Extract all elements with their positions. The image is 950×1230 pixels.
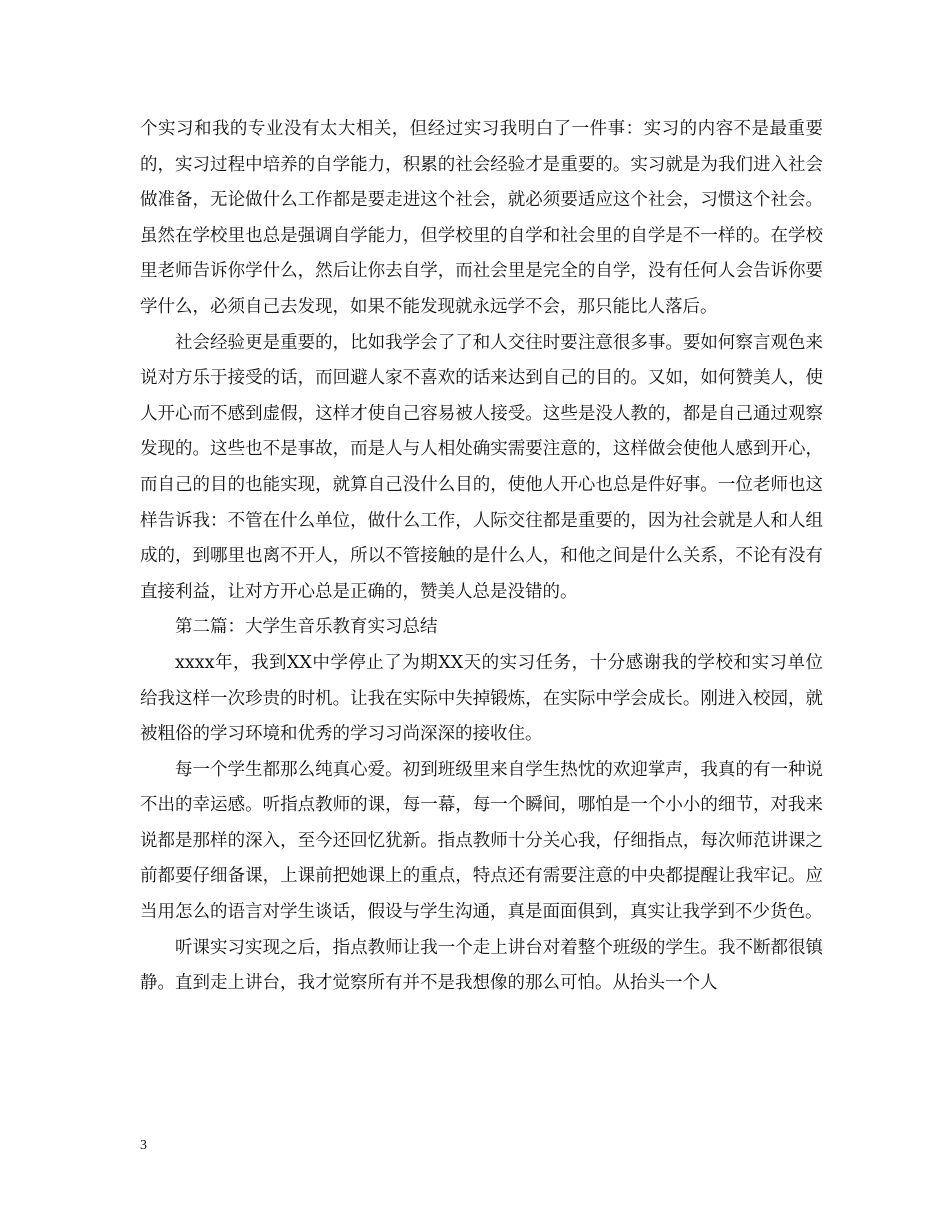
document-body	[140, 112, 823, 1002]
paragraph-5: 听课实习实现之后，指点教师让我一个走上讲台对着整个班级的学生。我不断都很镇静。直到走上讲台，我才觉察所有并不是我想像的那么可怕。从抬头一个人	[140, 937, 823, 994]
paragraph-1: 个实习和我的专业没有太大相关，但经过实习我明白了一件事：实习的内容不是最重要的，实习过程中培养的自学能力，积累的社会经验才是重要的。实习就是为我们进入社会做准备，无论做什么工作都是要走进这个社会，就必须要适应这个社会，习惯这个社会。虽然在学校里也总是强调自学能力，但学校里的自学和社会里的自学是不一样的。在学校里老师告诉你学什么，然后让你去自学，而社会里是完全的自学，没有任何人会告诉你要学什么，必须自己去发现，如果不能发现就永远学不会，那只能比人落后。	[140, 119, 823, 317]
paragraph-4: 每一个学生都那么纯真心爱。初到班级里来自学生热忱的欢迎掌声，我真的有一种说不出的幸运感。听指点教师的课，每一幕，每一个瞬间，哪怕是一个小小的细节，对我来说都是那样的深入，至今还回忆犹新。指点教师十分关心我，仔细指点，每次师范讲课之前都要仔细备课，上课前把她课上的重点，特点还有需要注意的中央都提醒让我牢记。应当用怎么的语言对学生谈话，假设与学生沟通，真是面面俱到，真实让我学到不少货色。	[140, 759, 823, 923]
page-number: 3	[140, 1138, 147, 1153]
paragraph-2: 社会经验更是重要的，比如我学会了了和人交往时要注意很多事。要如何察言观色来说对方乐于接受的话，而回避人家不喜欢的话来达到自己的目的。又如，如何赞美人，使人开心而不感到虚假，这样才使自己容易被人接受。这些是没人教的，都是自己通过观察发现的。这些也不是事故，而是人与人相处确实需要注意的，这样做会使他人感到开心，而自己的目的也能实现，就算自己没什么目的，使他人开心也总是件好事。一位老师也这样告诉我：不管在什么单位，做什么工作，人际交往都是重要的，因为社会就是人和人组成的，到哪里也离不开人，所以不管接触的是什么人，和他之间是什么关系，不论有没有直接利益，让对方开心总是正确的，赞美人总是没错的。	[140, 332, 823, 602]
paragraph-3: xxxx年，我到XX中学停止了为期XX天的实习任务，十分感谢我的学校和实习单位给我这样一次珍贵的时机。让我在实际中失掉锻炼，在实际中学会成长。刚进入校园，就被粗俗的学习环境和优秀的学习习尚深深的接收住。	[140, 652, 823, 745]
section-heading: 第二篇：大学生音乐教育实习总结	[175, 617, 438, 638]
